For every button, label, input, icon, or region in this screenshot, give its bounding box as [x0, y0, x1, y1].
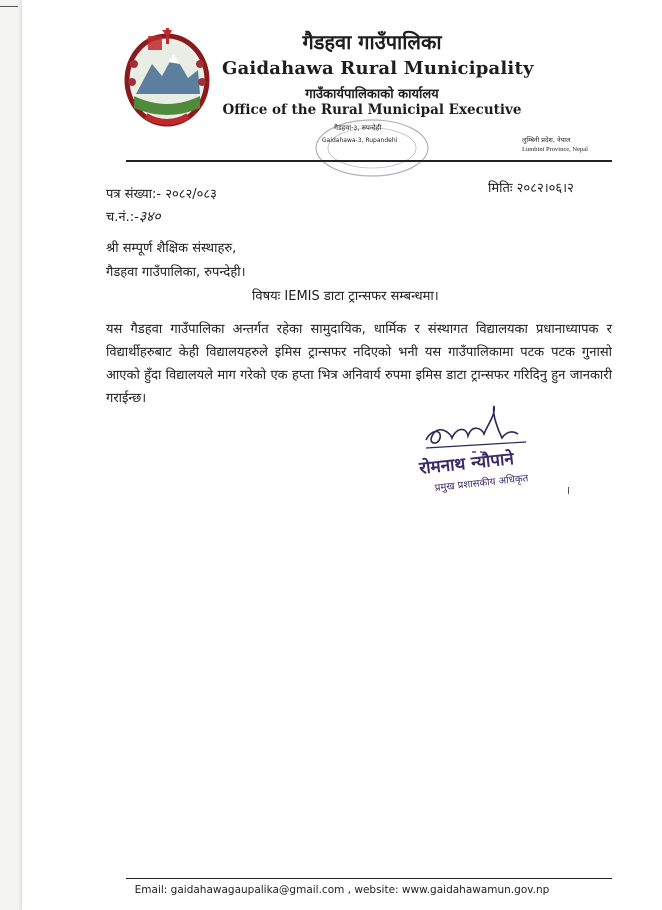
letter-date: मितिः २०८२।०६।२ — [488, 181, 574, 196]
municipality-name-english: Gaidahawa Rural Municipality — [222, 58, 534, 79]
stray-mark — [568, 487, 569, 494]
office-name-english: Office of the Rural Municipal Executive — [222, 102, 522, 118]
recipient-line-2: गैडहवा गाउँपालिका, रुपन्देही। — [106, 265, 246, 280]
nepal-emblem-icon — [122, 24, 212, 128]
office-name-nepali: गाउँकार्यपालिकाको कार्यालय — [305, 87, 439, 102]
signatory-name: रोमनाथ न्यौपाने — [418, 449, 515, 479]
scan-corner-mark — [0, 6, 18, 7]
footer-divider — [126, 878, 612, 879]
address-nepali: गैडहवा-३, रुपन्देही — [334, 124, 382, 132]
letter-body: यस गैडहवा गाउँपालिका अन्तर्गत रहेका सामुदायिक, धार्मिक र संस्थागत विद्यालयका प्रधानाध्यापक र विद्यार्थीहरुबाट केही विद्यालयहरुले इमिस ट्रान्सफर नदिएको भनी यस गाउँपालिकामा पटक पटक गुनासो आएको हुँदा विद्यालयले माग गरेको एक हप्ता भित्र अनिवार्य रुपमा इमिस डाटा ट्रान्सफर गरिदिनु हुन जानकारी गराईन्छ। — [106, 322, 612, 406]
letter-subject: विषयः IEMIS डाटा ट्रान्सफर सम्बन्धमा। — [252, 289, 439, 304]
signature-icon — [422, 402, 532, 454]
municipality-name-nepali: गैडहवा गाउँपालिका — [302, 30, 442, 54]
signatory-title: प्रमुख प्रशासकीय अधिकृत — [434, 473, 529, 494]
header-divider — [126, 160, 612, 162]
province-english: Lumbini Province, Nepal — [522, 146, 588, 153]
recipient-line-1: श्री सम्पूर्ण शैक्षिक संस्थाहरु, — [106, 241, 237, 256]
dispatch-handwritten-number: ३४० — [138, 209, 161, 225]
province-nepali: लुम्बिनी प्रदेश, नेपाल — [522, 136, 571, 144]
dispatch-label: च.नं.:- — [106, 210, 139, 225]
dispatch-number — [106, 207, 161, 226]
reference-number: पत्र संख्या:- २०८२/०८३ — [106, 187, 217, 202]
address-english: Gaidahawa-3, Rupandehi — [322, 137, 398, 144]
letter-page — [22, 0, 662, 910]
footer-contact: Email: gaidahawagaupalika@gmail.com , website: www.gaidahawamun.gov.np — [134, 884, 550, 896]
